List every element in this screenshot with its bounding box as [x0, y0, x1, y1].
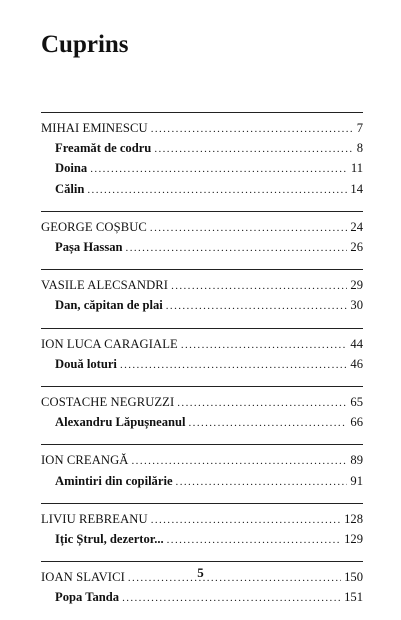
- toc-author-entry-label: ION LUCA CARAGIALE: [41, 336, 178, 351]
- page-number: 5: [197, 565, 204, 580]
- toc-work-entry[interactable]: [41, 355, 363, 375]
- toc-author-entry-page: 150: [344, 570, 363, 585]
- dot-leader: [167, 531, 341, 550]
- toc-section: [41, 503, 363, 550]
- dot-leader: [189, 414, 348, 433]
- toc-author-entry-label: VASILE ALECSANDRI: [41, 278, 169, 293]
- dot-leader: [122, 589, 341, 608]
- toc-author-entry-label: COSTACHE NEGRUZZI: [41, 395, 175, 410]
- toc-author-entry-page: 44: [350, 336, 363, 351]
- toc-work-entry-label: Dan, căpitan de plai: [55, 298, 163, 313]
- toc-author-entry[interactable]: [41, 510, 363, 530]
- dot-leader: [90, 160, 348, 179]
- toc-author-entry[interactable]: [41, 335, 363, 355]
- toc-work-entry-page: 11: [350, 161, 363, 176]
- dot-leader: [181, 336, 348, 355]
- toc-author-entry-label: MIHAI EMINESCU: [41, 121, 148, 135]
- page-title: Cuprins: [41, 31, 129, 58]
- toc-author-entry-page: 29: [350, 278, 363, 293]
- dot-leader: [176, 473, 348, 492]
- toc-author-entry-page: 128: [344, 511, 363, 526]
- toc-work-entry-label: Alexandru Lăpușneanul: [55, 415, 186, 430]
- dot-leader: [132, 452, 348, 471]
- dot-leader: [87, 181, 347, 200]
- toc-work-entry[interactable]: [41, 472, 363, 492]
- toc-work-entry-label: Călin: [55, 181, 85, 196]
- toc-work-entry-page: 151: [344, 590, 363, 605]
- dot-leader: [177, 394, 347, 413]
- table-of-contents: [41, 112, 363, 620]
- toc-work-entry-label: Doina: [55, 161, 88, 176]
- toc-author-entry-page: 7: [356, 121, 363, 135]
- toc-work-entry-page: 8: [356, 141, 363, 156]
- toc-work-entry[interactable]: [41, 588, 363, 608]
- toc-work-entry-label: Amintiri din copilărie: [55, 473, 173, 488]
- dot-leader: [171, 277, 347, 296]
- toc-work-entry[interactable]: [41, 139, 363, 159]
- toc-section: [41, 112, 363, 200]
- toc-author-entry-label: LIVIU REBREANU: [41, 511, 148, 526]
- toc-section: [41, 444, 363, 491]
- toc-work-entry-page: 66: [350, 415, 363, 430]
- toc-work-entry-page: 30: [350, 298, 363, 313]
- toc-section: [41, 211, 363, 258]
- toc-work-entry-label: Pașa Hassan: [55, 240, 123, 255]
- dot-leader: [120, 356, 347, 375]
- toc-section: [41, 269, 363, 316]
- toc-section: [41, 328, 363, 375]
- toc-author-entry-label: IOAN SLAVICI: [41, 570, 125, 585]
- toc-author-entry[interactable]: [41, 451, 363, 471]
- toc-work-entry[interactable]: [41, 238, 363, 258]
- toc-work-entry[interactable]: [41, 530, 363, 550]
- toc-work-entry-label: Ițic Ștrul, dezertor...: [55, 532, 164, 547]
- toc-author-entry[interactable]: [41, 276, 363, 296]
- toc-author-entry[interactable]: [41, 119, 363, 139]
- toc-author-entry-label: GEORGE COȘBUC: [41, 219, 147, 234]
- toc-author-entry-page: 24: [350, 219, 363, 234]
- toc-author-entry[interactable]: [41, 218, 363, 238]
- dot-leader: [166, 297, 348, 316]
- toc-work-entry-label: Două loturi: [55, 356, 117, 371]
- toc-work-entry[interactable]: [41, 296, 363, 316]
- toc-section: [41, 386, 363, 433]
- toc-author-entry-page: 65: [350, 395, 363, 410]
- toc-work-entry-page: 46: [350, 356, 363, 371]
- dot-leader: [126, 239, 348, 258]
- toc-work-entry-page: 26: [350, 240, 363, 255]
- toc-work-entry-label: Freamăt de codru: [55, 141, 152, 156]
- dot-leader: [150, 219, 347, 238]
- toc-work-entry-label: Popa Tanda: [55, 590, 120, 605]
- toc-work-entry-page: 14: [350, 181, 363, 196]
- toc-work-entry[interactable]: [41, 180, 363, 200]
- dot-leader: [154, 140, 353, 159]
- toc-work-entry[interactable]: [41, 159, 363, 179]
- toc-work-entry[interactable]: [41, 413, 363, 433]
- toc-author-entry[interactable]: [41, 393, 363, 413]
- toc-work-entry-page: 129: [344, 532, 363, 547]
- dot-leader: [151, 511, 341, 530]
- dot-leader: [151, 120, 354, 139]
- toc-work-entry-page: 91: [350, 473, 363, 488]
- toc-author-entry-label: ION CREANGĂ: [41, 453, 129, 468]
- toc-author-entry-page: 89: [350, 453, 363, 468]
